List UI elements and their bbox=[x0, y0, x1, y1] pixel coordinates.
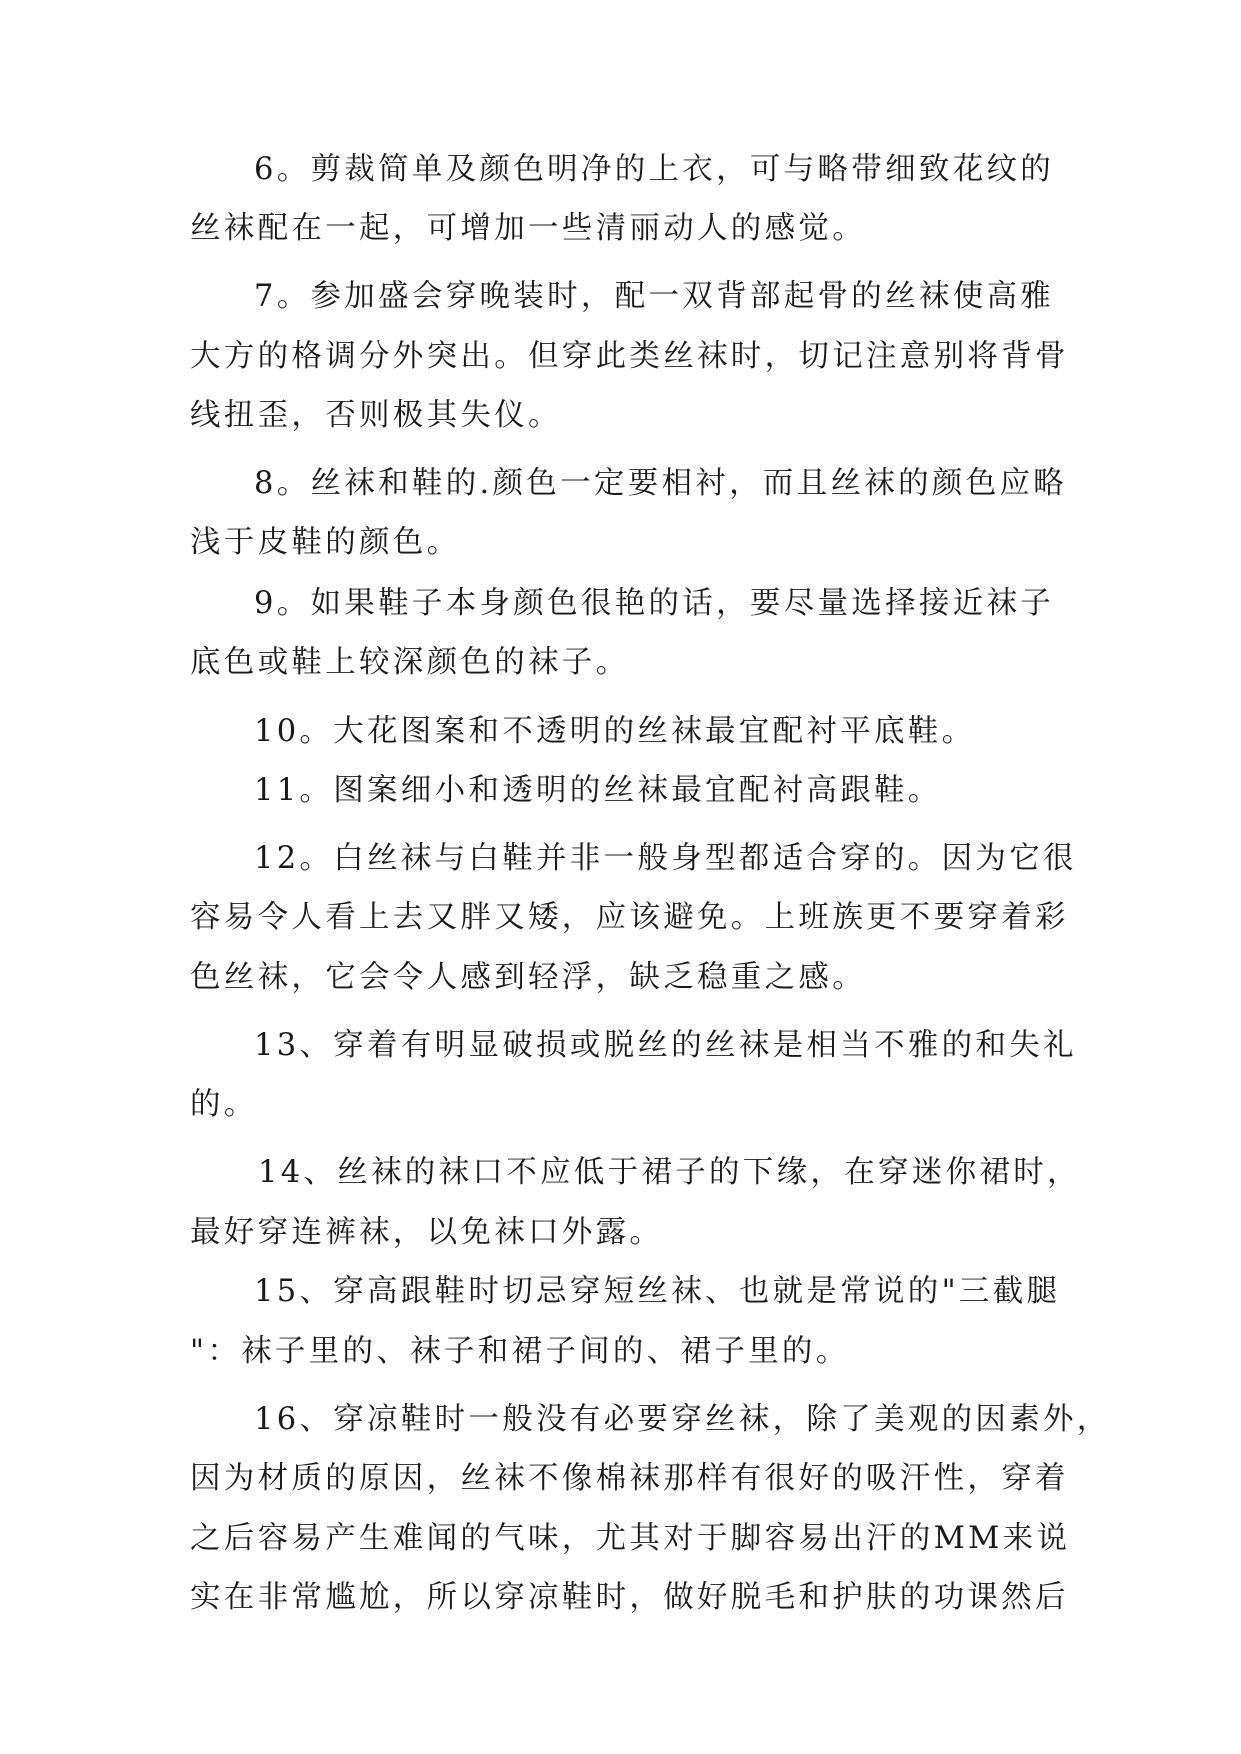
text-line: 线扭歪，否则极其失仪。 bbox=[190, 398, 562, 433]
text-line: 底色或鞋上较深颜色的袜子。 bbox=[190, 645, 630, 680]
text-line: 实在非常尴尬，所以穿凉鞋时，做好脱毛和护肤的功课然后 bbox=[190, 1580, 1069, 1615]
text-line: 13、穿着有明显破损或脱丝的丝袜是相当不雅的和失礼 bbox=[254, 1028, 1077, 1063]
text-line: 9。如果鞋子本身颜色很艳的话，要尽量选择接近袜子 bbox=[254, 586, 1055, 621]
text-line: 容易令人看上去又胖又矮，应该避免。上班族更不要穿着彩 bbox=[190, 900, 1069, 935]
text-line: 丝袜配在一起，可增加一些清丽动人的感觉。 bbox=[190, 211, 866, 246]
text-line: 15、穿高跟鞋时切忌穿短丝袜、也就是常说的"三截腿 bbox=[254, 1274, 1061, 1309]
text-line: 6。剪裁简单及颜色明净的上衣，可与略带细致花纹的 bbox=[254, 152, 1055, 187]
text-line: 11。图案细小和透明的丝袜最宜配衬高跟鞋。 bbox=[254, 773, 942, 808]
text-line: 色丝袜，它会令人感到轻浮，缺乏稳重之感。 bbox=[190, 960, 866, 995]
text-line: 16、穿凉鞋时一般没有必要穿丝袜，除了美观的因素外， bbox=[254, 1402, 1111, 1437]
text-line: 10。大花图案和不透明的丝袜最宜配衬平底鞋。 bbox=[254, 714, 976, 749]
text-line: 7。参加盛会穿晚装时，配一双背部起骨的丝袜使高雅 bbox=[254, 279, 1055, 314]
text-line: 14、丝袜的袜口不应低于裙子的下缘，在穿迷你裙时， bbox=[258, 1155, 1081, 1190]
text-line: 大方的格调分外突出。但穿此类丝袜时，切记注意别将背骨 bbox=[190, 339, 1069, 374]
text-line: 最好穿连裤袜，以免袜口外露。 bbox=[190, 1215, 664, 1250]
text-line: 的。 bbox=[190, 1087, 258, 1122]
text-line: 因为材质的原因，丝袜不像棉袜那样有很好的吸汗性，穿着 bbox=[190, 1461, 1069, 1496]
text-line: 8。丝袜和鞋的.颜色一定要相衬，而且丝袜的颜色应略 bbox=[254, 466, 1068, 501]
text-line: "：袜子里的、袜子和裙子间的、裙子里的。 bbox=[190, 1334, 850, 1369]
text-line: 之后容易产生难闻的气味，尤其对于脚容易出汗的MM来说 bbox=[190, 1521, 1071, 1556]
text-line: 12。白丝袜与白鞋并非一般身型都适合穿的。因为它很 bbox=[254, 841, 1077, 876]
text-line: 浅于皮鞋的颜色。 bbox=[190, 525, 461, 560]
